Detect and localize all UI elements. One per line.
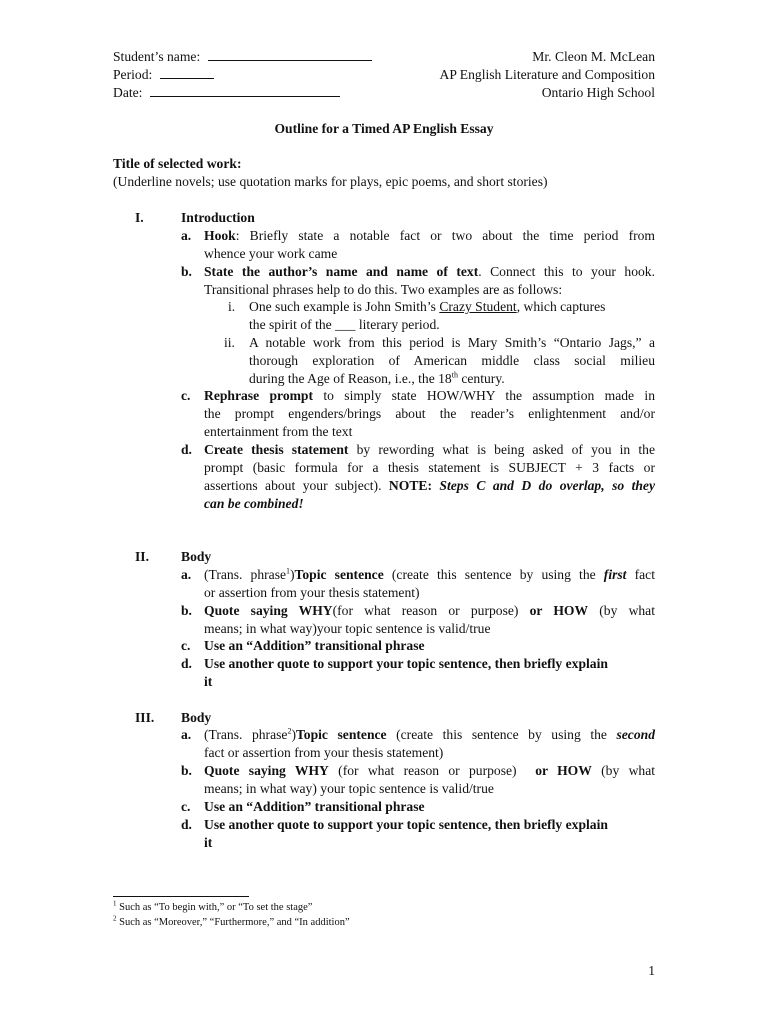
body1-item-a-line2: or assertion from your thesis statement) xyxy=(204,585,420,600)
body1-item-d-line1: Use another quote to support your topic sentence, then briefly explain xyxy=(204,656,608,671)
body2-item-b-text-end: (by what xyxy=(591,763,656,778)
body2-item-d-line1: Use another quote to support your topic sentence, then briefly explain xyxy=(204,817,608,832)
section-numeral-body2: III. xyxy=(135,710,155,725)
intro-item-c-line3: entertainment from the text xyxy=(204,424,353,439)
body2-item-a-letter: a. xyxy=(181,727,192,742)
body1-item-a-letter: a. xyxy=(181,567,192,582)
document-title: Outline for a Timed AP English Essay xyxy=(274,121,494,136)
body1-item-d-letter: d. xyxy=(181,656,192,671)
body1-item-b-text-end: (by what xyxy=(588,603,655,618)
period-label: Period: xyxy=(113,67,153,82)
intro-example-i-numeral: i. xyxy=(228,299,236,314)
footnote-separator xyxy=(113,896,249,897)
section-numeral-intro: I. xyxy=(135,210,144,225)
body1-item-c-letter: c. xyxy=(181,638,191,653)
body1-item-b-line1 xyxy=(204,602,655,620)
intro-item-d-line3 xyxy=(204,477,655,495)
intro-example-ii-numeral: ii. xyxy=(224,335,235,350)
topic-sentence-term: Topic sentence xyxy=(294,567,384,582)
body1-item-c-text: Use an “Addition” transitional phrase xyxy=(204,638,425,653)
footnote-text-2: Such as “Moreover,” “Furthermore,” and “In addition” xyxy=(116,917,350,928)
section-heading-body1: Body xyxy=(181,549,212,564)
trans-phrase-text: (Trans. phrase xyxy=(204,727,288,742)
intro-example-i-line2: the spirit of the ___ literary period. xyxy=(249,317,440,332)
body2-item-a-text: (create this sentence by using the xyxy=(386,727,617,742)
body2-item-a-line2: fact or assertion from your thesis statement) xyxy=(204,745,444,760)
second-emphasis: second xyxy=(616,727,655,742)
rephrase-prompt-term: Rephrase prompt xyxy=(204,388,314,403)
intro-item-d-letter: d. xyxy=(181,442,192,457)
intro-item-b-line1 xyxy=(204,263,655,281)
or-how-term: or HOW xyxy=(535,763,592,778)
section-heading-body2: Body xyxy=(181,710,212,725)
body2-item-b-line1 xyxy=(204,762,655,780)
student-name-label: Student’s name: xyxy=(113,49,201,64)
period-row xyxy=(113,66,214,84)
date-label: Date: xyxy=(113,85,143,100)
intro-item-b-letter: b. xyxy=(181,264,192,279)
body1-item-d-line2: it xyxy=(204,674,213,689)
body2-item-b-letter: b. xyxy=(181,763,192,778)
student-name-row xyxy=(113,48,372,66)
section-heading-intro: Introduction xyxy=(181,210,255,225)
intro-item-d-text-end: assertions about your subject). xyxy=(204,478,389,493)
footnote-number-1: 1 xyxy=(113,899,117,908)
body1-item-a-text-end: fact xyxy=(626,567,655,582)
intro-example-ii-line3 xyxy=(249,370,505,388)
example-i-text: One such example is John Smith’s xyxy=(249,299,440,314)
teacher-name: Mr. Cleon M. McLean xyxy=(532,49,655,64)
quote-why-term: Quote saying WHY xyxy=(204,603,333,618)
intro-item-c-line1 xyxy=(204,387,655,405)
intro-item-d-line2: prompt (basic formula for a thesis statement is SUBJECT + 3 facts or xyxy=(204,460,655,475)
note-text: Steps C and D do overlap, so they xyxy=(439,478,655,493)
footnote-text-1: Such as “To begin with,” or “To set the stage” xyxy=(116,902,313,913)
first-emphasis: first xyxy=(603,567,627,582)
intro-item-a-line1 xyxy=(204,227,655,245)
school-name: Ontario High School xyxy=(541,85,655,100)
course-name: AP English Literature and Composition xyxy=(439,67,655,82)
selected-work-note: (Underline novels; use quotation marks for plays, epic poems, and short stories) xyxy=(113,174,548,189)
body2-item-b-line2: means; in what way) your topic sentence is valid/true xyxy=(204,781,494,796)
example-ii-text: during the Age of Reason, i.e., the 18 xyxy=(249,371,452,386)
intro-example-ii-line1: A notable work from this period is Mary Smith’s “Ontario Jags,” a xyxy=(249,335,655,350)
note-text-end: can be combined! xyxy=(204,496,304,511)
intro-item-d-line1 xyxy=(204,441,655,459)
body2-item-a-line1 xyxy=(204,726,655,744)
or-how-term: or HOW xyxy=(529,603,589,618)
date-blank[interactable] xyxy=(150,84,340,97)
intro-item-a-text: : Briefly state a notable fact or two about the time period from xyxy=(235,228,655,243)
example-novel-title: Crazy Student xyxy=(439,299,517,314)
intro-item-b-text: . Connect this to your hook. xyxy=(478,264,655,279)
trans-phrase-close: ) xyxy=(291,727,296,742)
intro-example-ii-line2: thorough exploration of American middle class social milieu xyxy=(249,353,655,368)
student-name-blank[interactable] xyxy=(208,48,372,61)
trans-phrase-text: (Trans. phrase xyxy=(204,567,287,582)
body2-item-d-letter: d. xyxy=(181,817,192,832)
footnote-1 xyxy=(113,901,312,914)
body2-item-c-letter: c. xyxy=(181,799,191,814)
intro-item-b-line2: Transitional phrases help to do this. Two examples are as follows: xyxy=(204,282,563,297)
intro-item-c-letter: c. xyxy=(181,388,191,403)
intro-item-a-letter: a. xyxy=(181,228,192,243)
body1-item-a-line1 xyxy=(204,566,655,584)
thesis-statement-term: Create thesis statement xyxy=(204,442,349,457)
trans-phrase-close: ) xyxy=(290,567,295,582)
intro-item-a-line2: whence your work came xyxy=(204,246,338,261)
intro-example-i-line1 xyxy=(249,298,605,316)
footnote-2 xyxy=(113,916,350,929)
intro-item-d-text: by rewording what is being asked of you in the xyxy=(348,442,655,457)
note-label: NOTE: xyxy=(388,478,440,493)
example-i-text-end: , which captures xyxy=(516,299,606,314)
ordinal-suffix: th xyxy=(451,370,458,380)
body2-item-b-text: (for what reason or purpose) xyxy=(328,763,536,778)
footnote-ref-2: 2 xyxy=(287,726,292,736)
selected-work-label: Title of selected work: xyxy=(113,156,242,171)
body2-item-c-text: Use an “Addition” transitional phrase xyxy=(204,799,425,814)
body1-item-b-letter: b. xyxy=(181,603,192,618)
page-number: 1 xyxy=(648,963,655,978)
intro-item-c-line2: the prompt engenders/brings about the reader’s enlightenment and/or xyxy=(204,406,655,421)
period-blank[interactable] xyxy=(160,66,214,79)
footnote-number-2: 2 xyxy=(113,914,117,923)
quote-why-term: Quote saying WHY xyxy=(204,763,329,778)
hook-term: Hook xyxy=(204,228,236,243)
body2-item-d-line2: it xyxy=(204,835,213,850)
author-name-term: State the author’s name and name of text xyxy=(204,264,479,279)
example-ii-text-end: century. xyxy=(457,371,505,386)
section-numeral-body1: II. xyxy=(135,549,149,564)
intro-item-c-text: to simply state HOW/WHY the assumption made in xyxy=(313,388,655,403)
body1-item-b-text: (for what reason or purpose) xyxy=(332,603,530,618)
body1-item-a-text: (create this sentence by using the xyxy=(383,567,604,582)
body1-item-b-line2: means; in what way)your topic sentence is valid/true xyxy=(204,621,491,636)
date-row xyxy=(113,84,340,102)
intro-item-d-line4 xyxy=(204,495,304,513)
topic-sentence-term: Topic sentence xyxy=(295,727,387,742)
footnote-ref-1: 1 xyxy=(286,566,291,576)
